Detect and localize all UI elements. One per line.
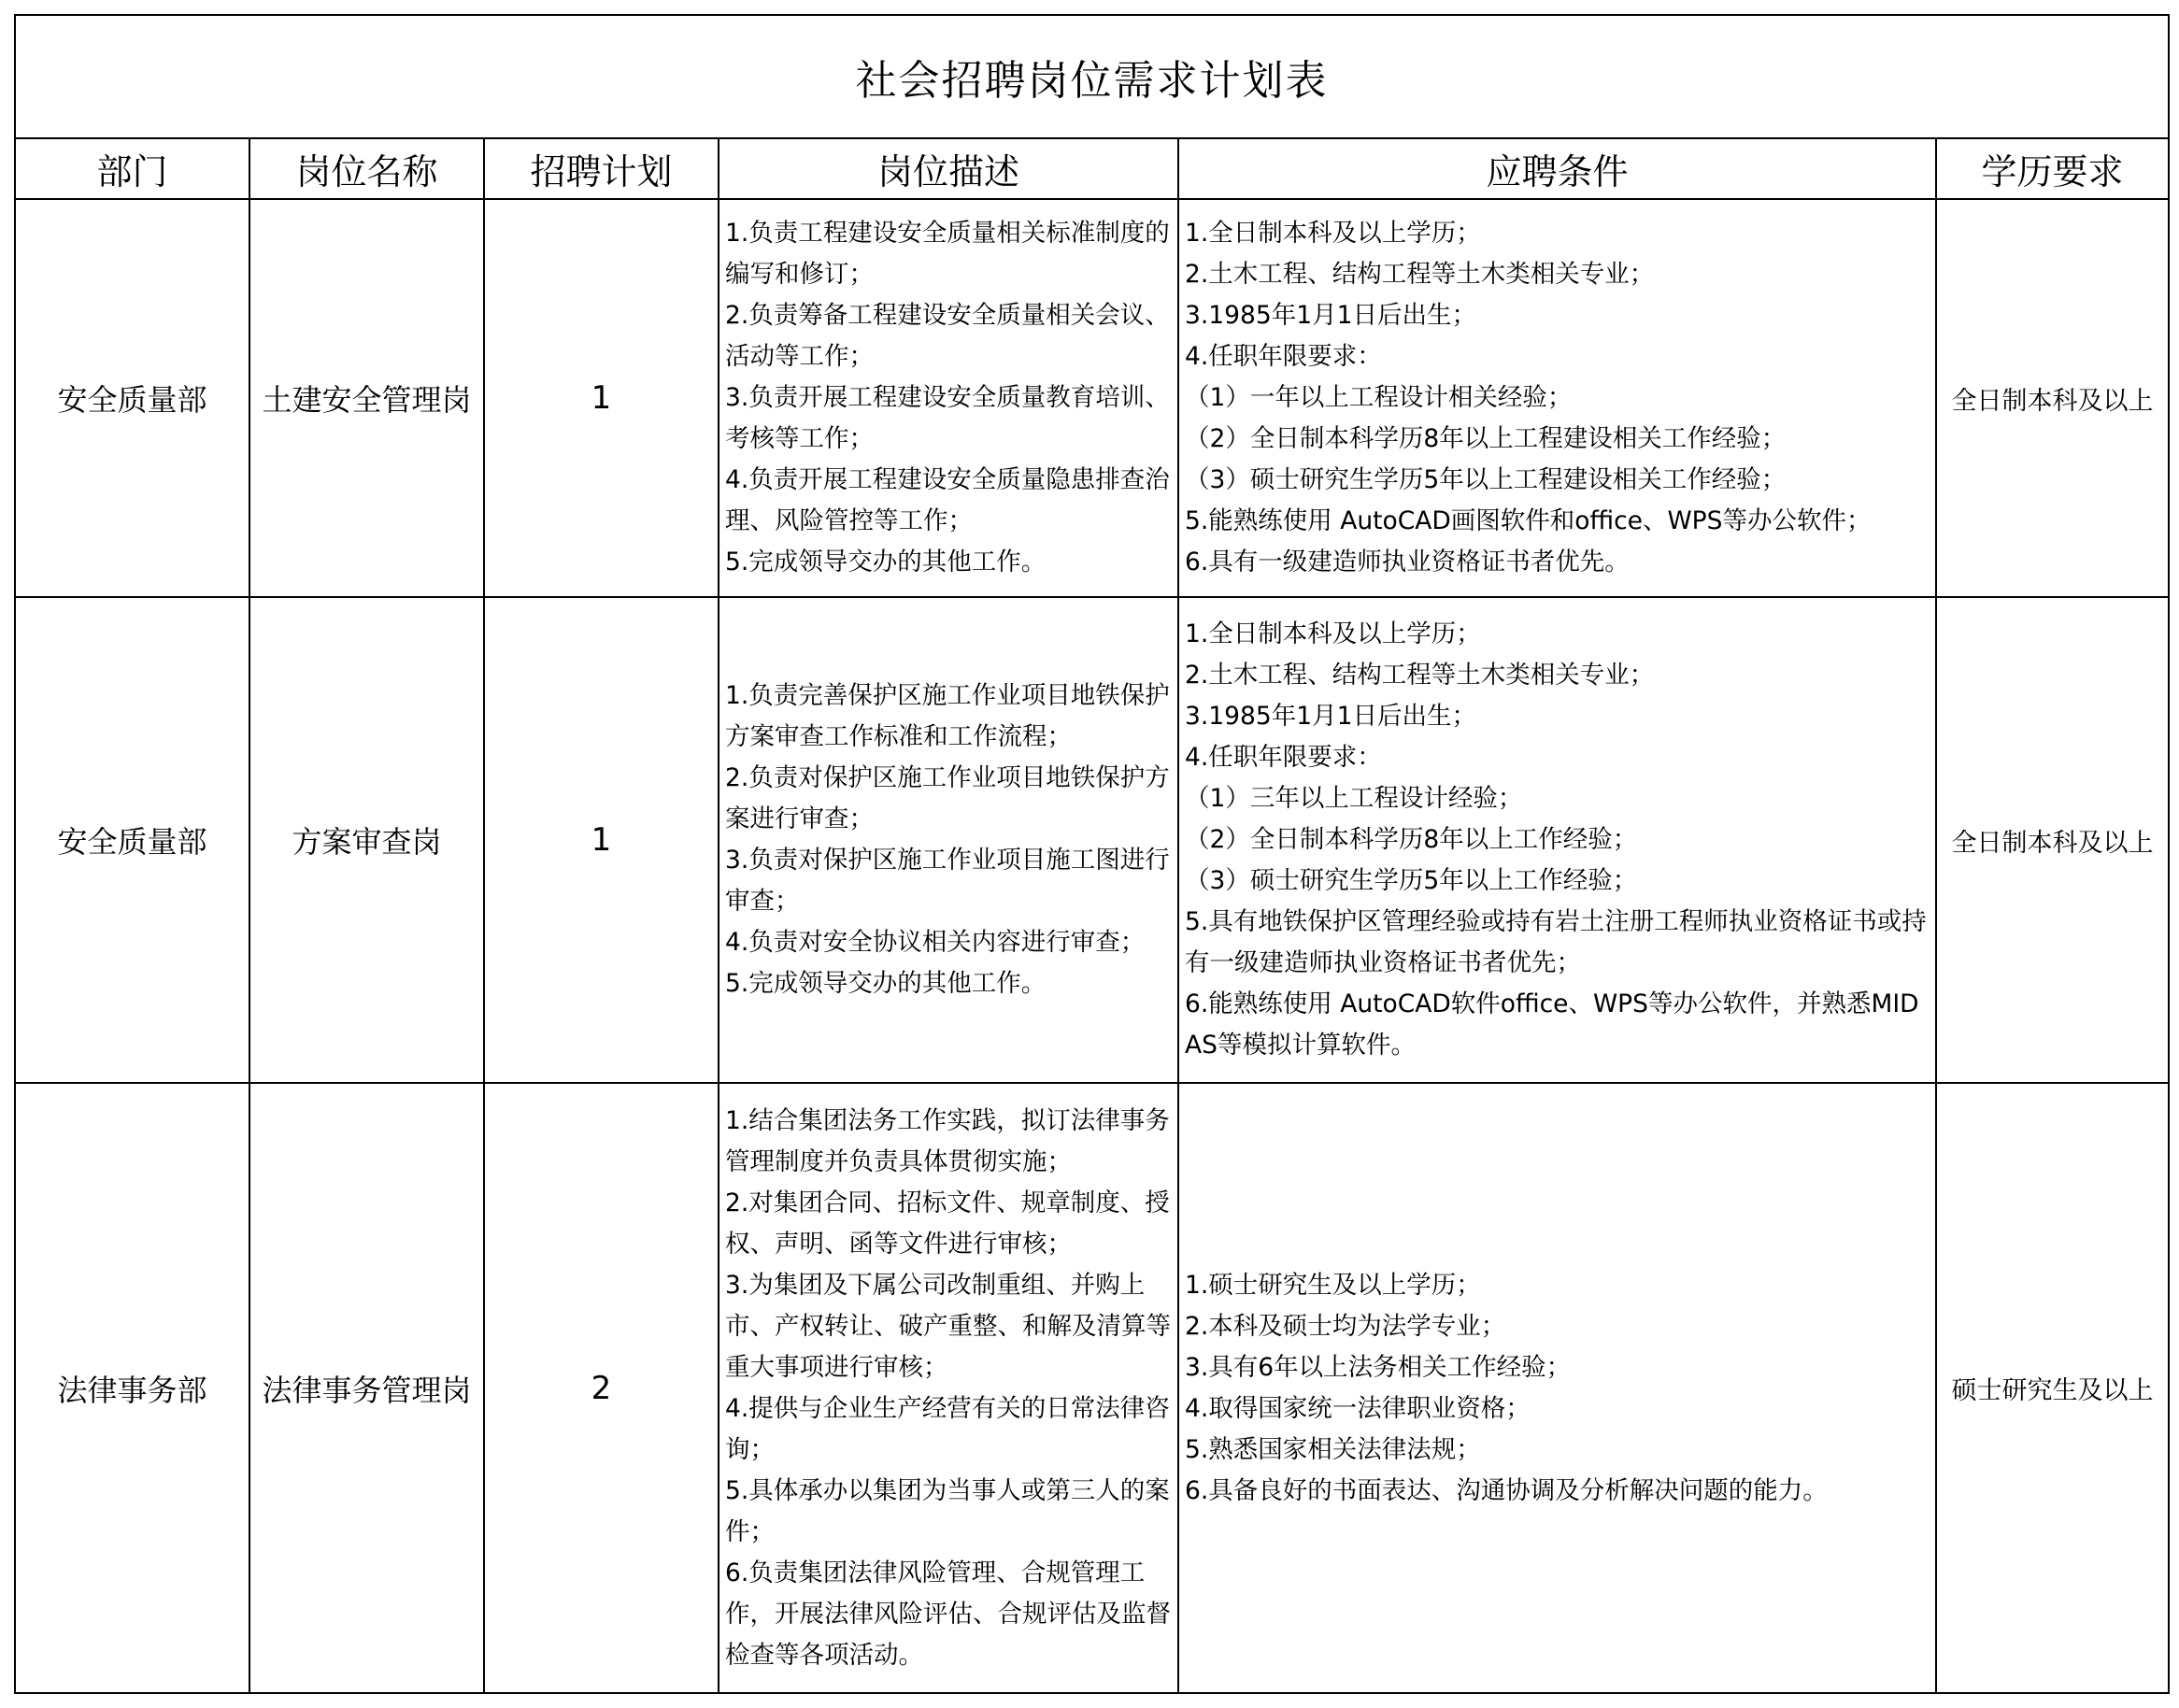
- header-req: 应聘条件: [1178, 138, 1936, 199]
- header-desc: 岗位描述: [719, 138, 1178, 199]
- list-item: 1.负责工程建设安全质量相关标准制度的编写和修订；: [725, 219, 1170, 289]
- header-position: 岗位名称: [249, 138, 484, 199]
- list-item: 1.全日制本科及以上学历；: [1185, 619, 1481, 648]
- desc-list: [725, 676, 1172, 1004]
- list-item: 6.负责集团法律风险管理、合规管理工作，开展法律风险评估、合规评估及监督检查等各项活动。: [725, 1558, 1171, 1670]
- list-item: 5.完成领导交办的其他工作。: [725, 969, 1047, 998]
- edu-cell: 全日制本科及以上: [1936, 199, 2169, 597]
- list-item: 3.为集团及下属公司改制重组、并购上市、产权转让、破产重整、和解及清算等重大事项进行审核；: [725, 1270, 1171, 1382]
- plan-cell: 2: [484, 1083, 719, 1693]
- list-item: 2.负责对保护区施工作业项目地铁保护方案进行审查；: [725, 763, 1170, 833]
- list-item: 2.对集团合同、招标文件、规章制度、授权、声明、函等文件进行审核；: [725, 1188, 1170, 1259]
- list-item: （2）全日制本科学历8年以上工作经验；: [1185, 825, 1638, 854]
- list-item: 5.熟悉国家相关法律法规；: [1185, 1434, 1481, 1464]
- edu-cell: 硕士研究生及以上: [1936, 1083, 2169, 1693]
- list-item: （3）硕士研究生学历5年以上工作经验；: [1185, 866, 1638, 895]
- list-item: 2.本科及硕士均为法学专业；: [1185, 1311, 1506, 1341]
- header-plan: 招聘计划: [484, 138, 719, 199]
- list-item: 6.具备良好的书面表达、沟通协调及分析解决问题的能力。: [1185, 1475, 1828, 1505]
- desc-cell: [719, 597, 1178, 1083]
- list-item: 3.1985年1月1日后出生；: [1185, 301, 1476, 330]
- title-row: [15, 15, 2169, 138]
- list-item: 6.具有一级建造师执业资格证书者优先。: [1185, 548, 1630, 576]
- desc-cell: [719, 1083, 1178, 1693]
- req-list: [1185, 1265, 1930, 1512]
- list-item: 1.负责完善保护区施工作业项目地铁保护方案审查工作标准和工作流程；: [725, 681, 1170, 751]
- position-cell: 法律事务管理岗: [249, 1083, 484, 1693]
- list-item: （1）一年以上工程设计相关经验；: [1185, 383, 1573, 412]
- list-item: 4.取得国家统一法律职业资格；: [1185, 1393, 1531, 1423]
- list-item: 6.能熟练使用 AutoCAD软件office、WPS等办公软件，并熟悉MIDAS等模拟计算软件。: [1185, 989, 1919, 1060]
- dept-cell: 法律事务部: [15, 1083, 249, 1693]
- table-row: [15, 597, 2169, 1083]
- list-item: 2.土木工程、结构工程等土木类相关专业；: [1185, 661, 1655, 690]
- list-item: 3.负责对保护区施工作业项目施工图进行审查；: [725, 846, 1170, 916]
- dept-cell: 安全质量部: [15, 199, 249, 597]
- list-item: 2.土木工程、结构工程等土木类相关专业；: [1185, 260, 1655, 289]
- req-cell: [1178, 597, 1936, 1083]
- list-item: 4.提供与企业生产经营有关的日常法律咨询；: [725, 1393, 1170, 1464]
- list-item: 2.负责筹备工程建设安全质量相关会议、活动等工作；: [725, 301, 1170, 371]
- req-list: [1185, 213, 1930, 583]
- req-list: [1185, 614, 1930, 1066]
- header-dept: 部门: [15, 138, 249, 199]
- list-item: 1.结合集团法务工作实践，拟订法律事务管理制度并负责具体贯彻实施；: [725, 1105, 1170, 1176]
- list-item: 5.能熟练使用 AutoCAD画图软件和office、WPS等办公软件；: [1185, 506, 1872, 535]
- desc-list: [725, 213, 1172, 583]
- list-item: 3.负责开展工程建设安全质量教育培训、考核等工作；: [725, 383, 1170, 453]
- list-item: 4.负责对安全协议相关内容进行审查；: [725, 928, 1146, 957]
- list-item: 3.1985年1月1日后出生；: [1185, 702, 1476, 731]
- recruitment-plan-table: [14, 14, 2170, 1694]
- dept-cell: 安全质量部: [15, 597, 249, 1083]
- list-item: 4.任职年限要求：: [1185, 743, 1382, 772]
- list-item: （2）全日制本科学历8年以上工程建设相关工作经验；: [1185, 424, 1787, 453]
- list-item: 4.任职年限要求：: [1185, 342, 1382, 371]
- list-item: （3）硕士研究生学历5年以上工程建设相关工作经验；: [1185, 465, 1787, 494]
- table-row: [15, 199, 2169, 597]
- list-item: 1.全日制本科及以上学历；: [1185, 219, 1481, 248]
- edu-cell: 全日制本科及以上: [1936, 597, 2169, 1083]
- list-item: （1）三年以上工程设计经验；: [1185, 784, 1523, 813]
- header-row: [15, 138, 2169, 199]
- req-cell: [1178, 1083, 1936, 1693]
- position-cell: 土建安全管理岗: [249, 199, 484, 597]
- list-item: 5.具体承办以集团为当事人或第三人的案件；: [725, 1475, 1170, 1546]
- list-item: 3.具有6年以上法务相关工作经验；: [1185, 1352, 1572, 1382]
- plan-cell: 1: [484, 597, 719, 1083]
- list-item: 4.负责开展工程建设安全质量隐患排查治理、风险管控等工作；: [725, 465, 1170, 535]
- header-edu: 学历要求: [1936, 138, 2169, 199]
- position-cell: 方案审查岗: [249, 597, 484, 1083]
- list-item: 1.硕士研究生及以上学历；: [1185, 1270, 1481, 1300]
- table-row: [15, 1083, 2169, 1693]
- req-cell: [1178, 199, 1936, 597]
- list-item: 5.完成领导交办的其他工作。: [725, 548, 1047, 576]
- plan-cell: 1: [484, 199, 719, 597]
- desc-list: [725, 1101, 1172, 1676]
- table-title: 社会招聘岗位需求计划表: [15, 15, 2169, 138]
- desc-cell: [719, 199, 1178, 597]
- list-item: 5.具有地铁保护区管理经验或持有岩土注册工程师执业资格证书或持有一级建造师执业资格证书者优先；: [1185, 907, 1927, 977]
